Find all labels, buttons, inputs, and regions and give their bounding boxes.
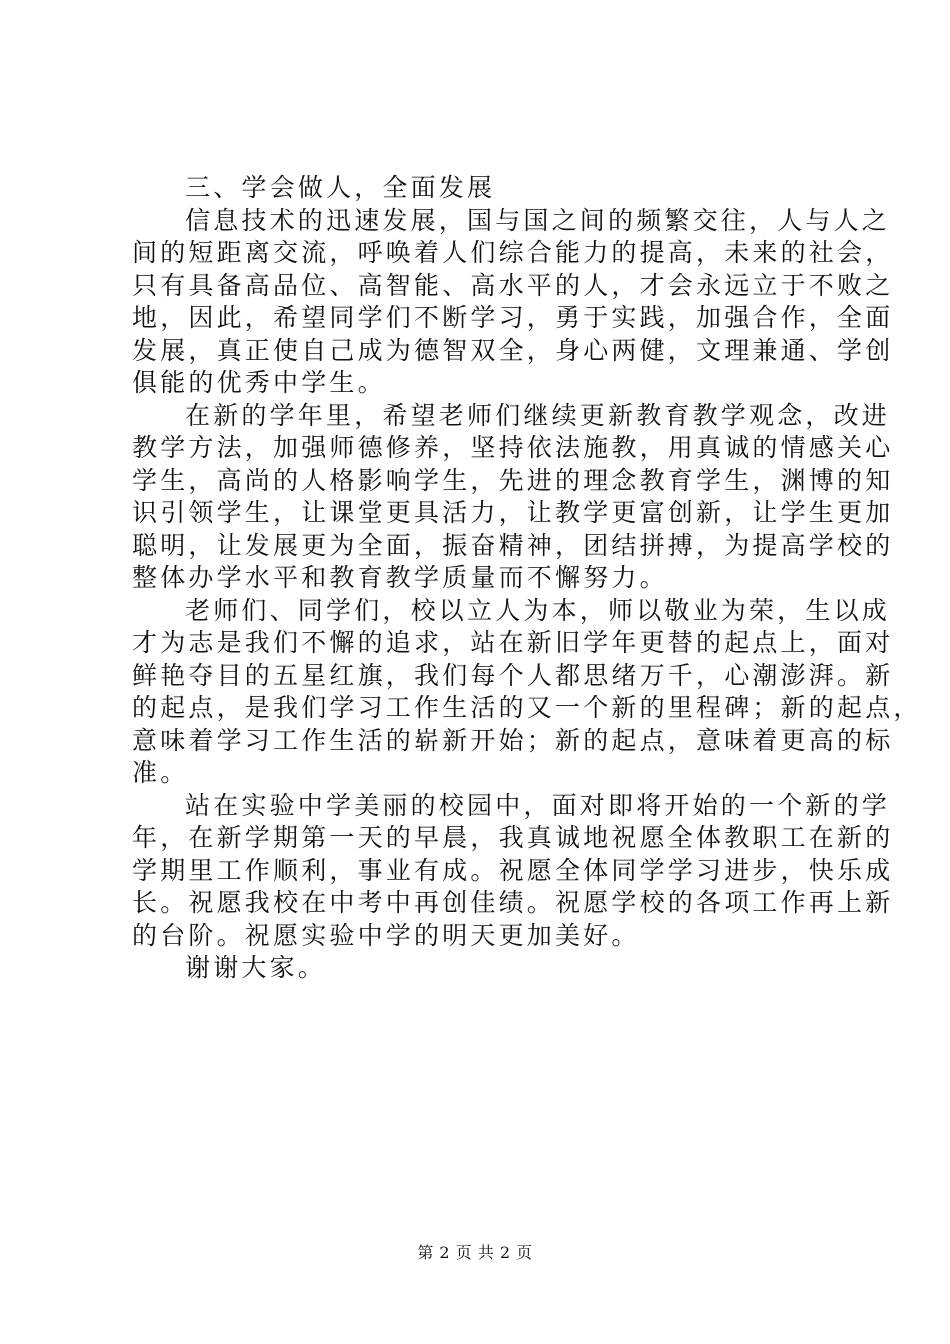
text-line: 谢谢大家。 xyxy=(185,953,327,982)
text-line: 教学方法，加强师德修养，坚持依法施教，用真诚的情感关心 xyxy=(132,433,894,462)
text-line: 学期里工作顺利，事业有成。祝愿全体同学学习进步，快乐成 xyxy=(132,855,894,885)
page-footer: 第 2 页 共 2 页 xyxy=(417,1243,533,1262)
text-line: 只有具备高品位、高智能、高水平的人，才会永远立于不败之 xyxy=(132,270,894,300)
text-line: 鲜艳夺目的五星红旗，我们每个人都思绪万千，心潮澎湃。新 xyxy=(132,660,894,690)
text-line: 在新的学年里，希望老师们继续更新教育教学观念，改进 xyxy=(185,400,891,430)
text-line: 俱能的优秀中学生。 xyxy=(132,368,386,397)
text-line: 的台阶。祝愿实验中学的明天更加美好。 xyxy=(132,920,640,950)
text-line: 间的短距离交流，呼唤着人们综合能力的提高，未来的社会， xyxy=(132,238,894,267)
text-line: 老师们、同学们，校以立人为本，师以敬业为荣，生以成 xyxy=(185,595,891,625)
text-line: 才为志是我们不懈的追求，站在新旧学年更替的起点上，面对 xyxy=(132,628,894,657)
text-line: 年，在新学期第一天的早晨，我真诚地祝愿全体教职工在新的 xyxy=(132,823,894,852)
text-line: 信息技术的迅速发展，国与国之间的频繁交往，人与人之 xyxy=(185,205,891,235)
text-line: 意味着学习工作生活的崭新开始；新的起点，意味着更高的标 xyxy=(132,725,894,755)
text-line: 的起点，是我们学习工作生活的又一个新的里程碑；新的起点， xyxy=(132,693,922,722)
text-line: 识引领学生，让课堂更具活力，让教学更富创新，让学生更加 xyxy=(132,498,894,527)
text-line: 准。 xyxy=(132,758,189,787)
document-body xyxy=(132,172,922,985)
text-line: 聪明，让发展更为全面，振奋精神，团结拼搏，为提高学校的 xyxy=(132,530,894,560)
text-line: 地，因此，希望同学们不断学习，勇于实践，加强合作，全面 xyxy=(132,303,894,332)
text-line: 三、学会做人，全面发展 xyxy=(185,173,496,202)
text-line: 站在实验中学美丽的校园中，面对即将开始的一个新的学 xyxy=(185,790,891,820)
text-line: 发展，真正使自己成为德智双全，身心两健，文理兼通、学创 xyxy=(132,335,894,365)
text-line: 整体办学水平和教育教学质量而不懈努力。 xyxy=(132,563,668,592)
text-line: 学生，高尚的人格影响学生，先进的理念教育学生，渊博的知 xyxy=(132,465,894,495)
text-line: 长。祝愿我校在中考中再创佳绩。祝愿学校的各项工作再上新 xyxy=(132,888,894,917)
